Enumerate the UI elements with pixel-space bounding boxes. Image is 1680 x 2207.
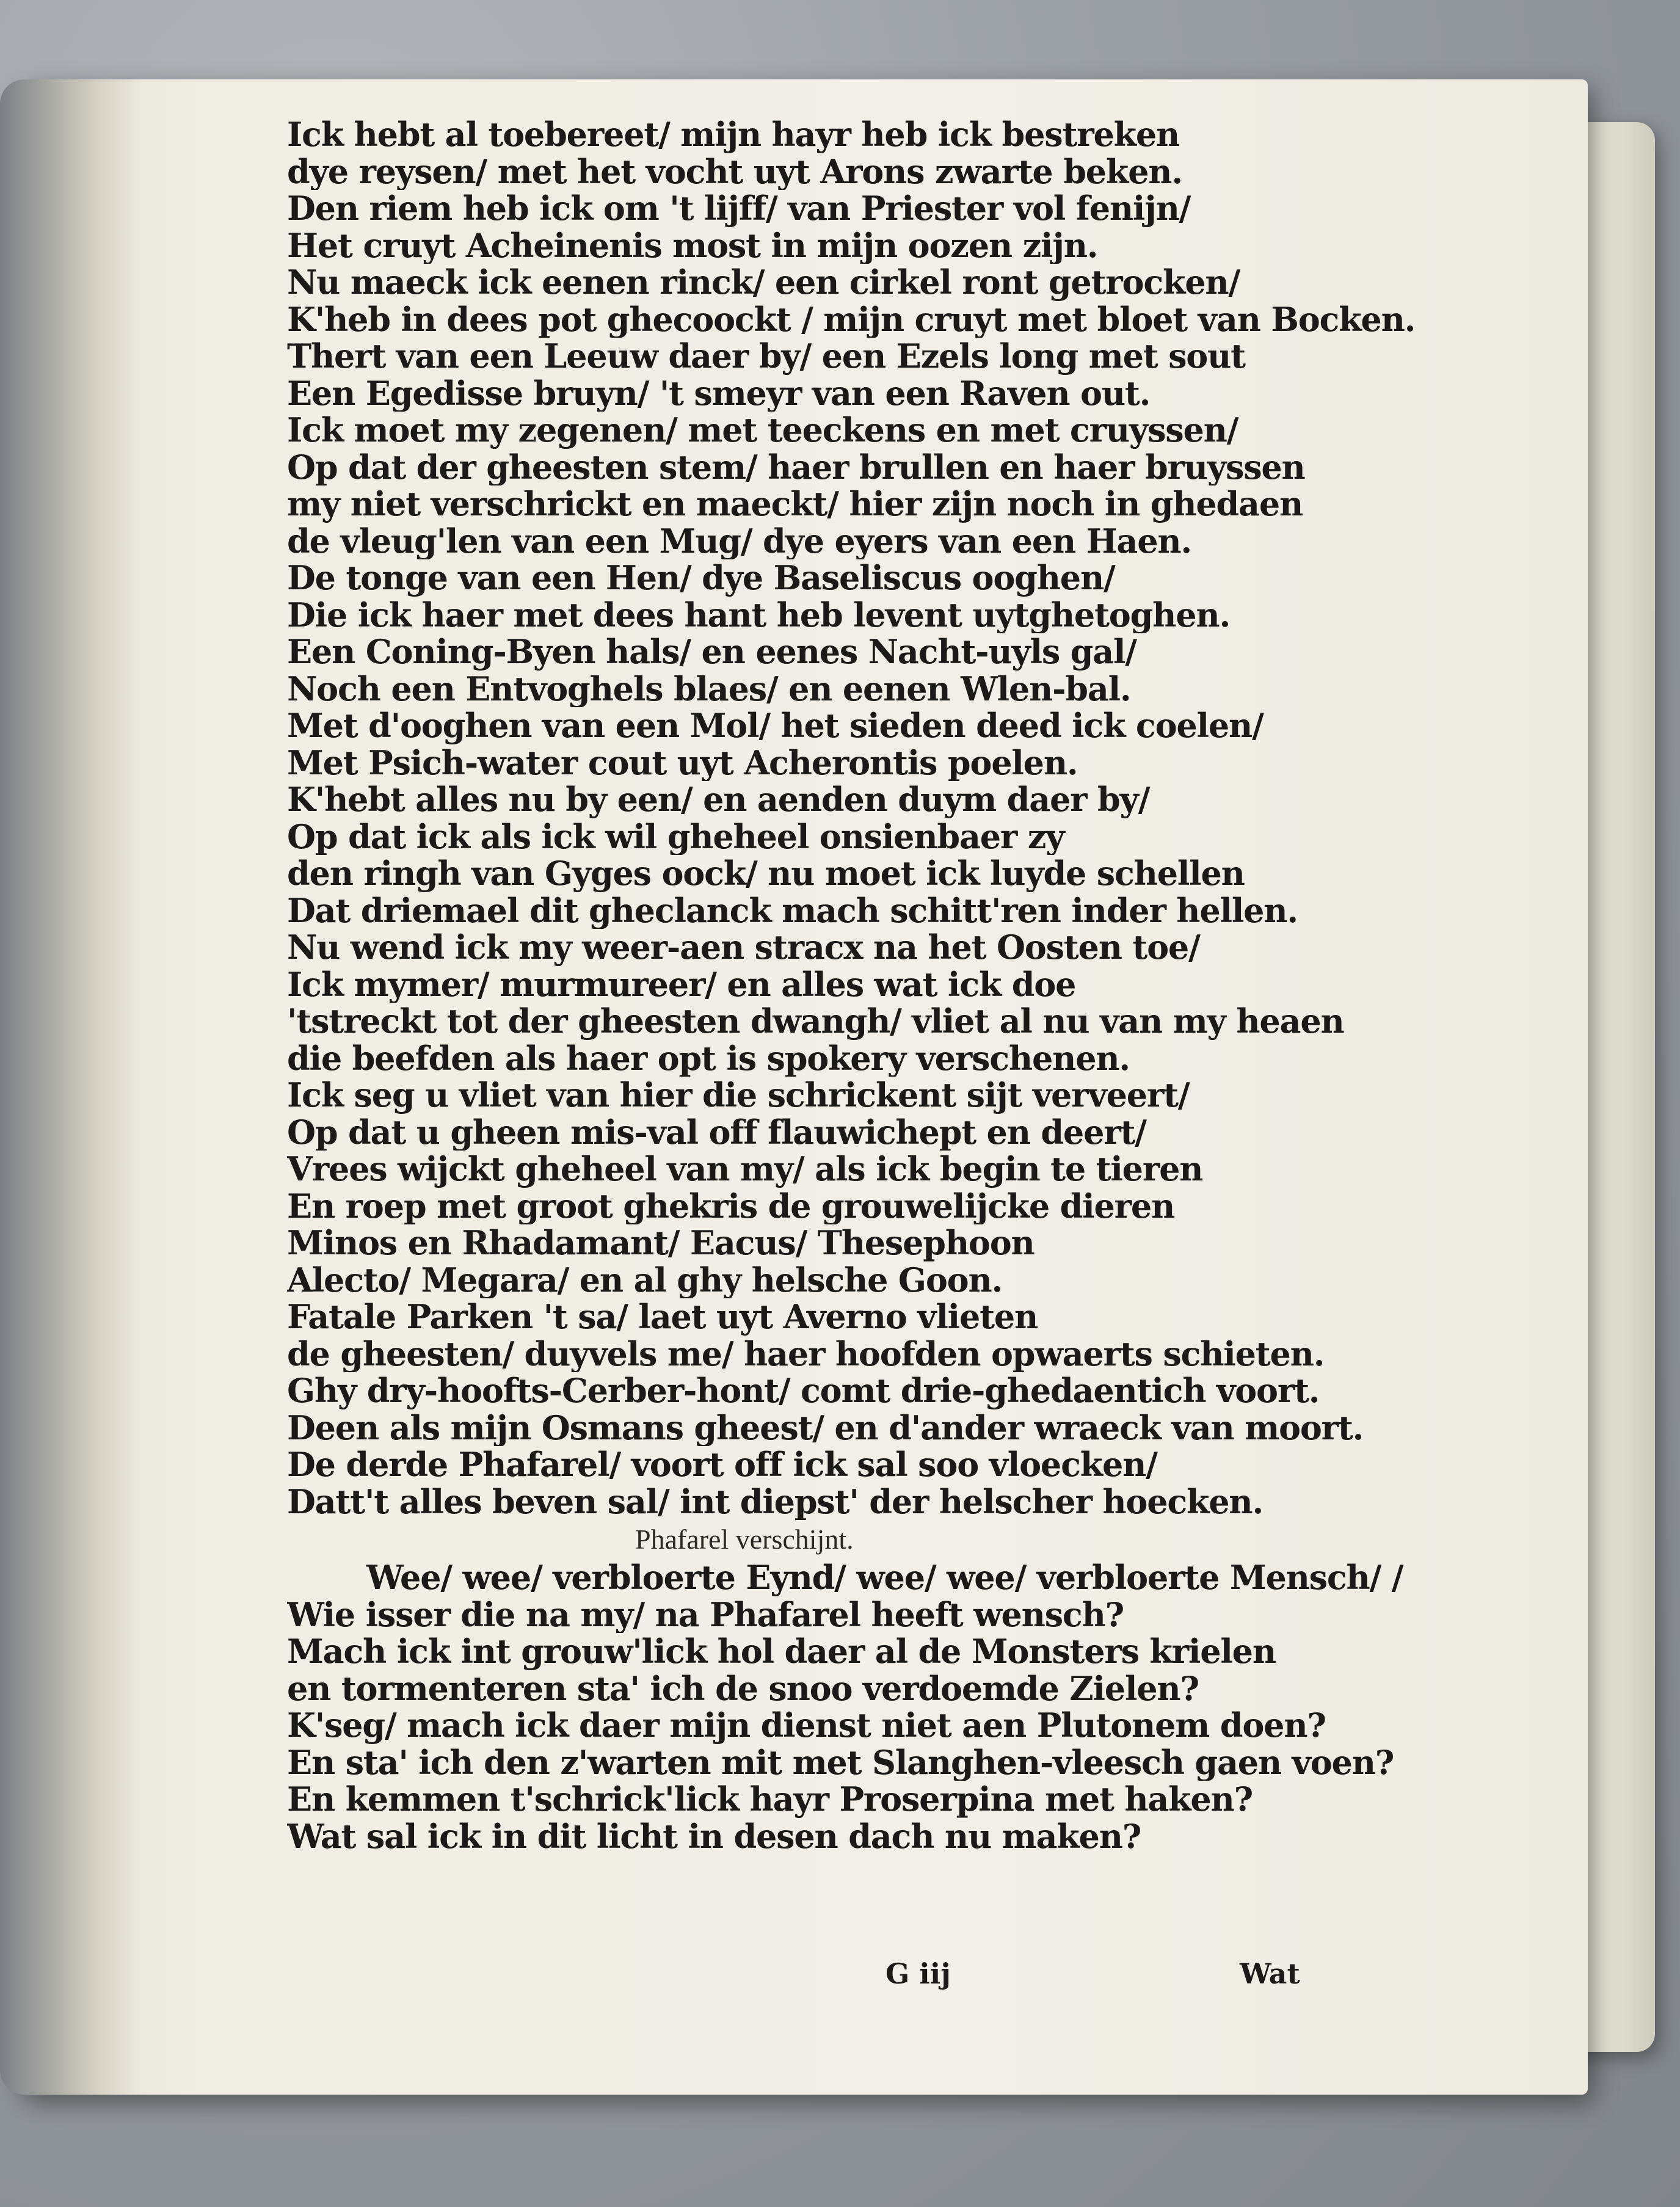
verse-line: Met d'ooghen van een Mol/ het sieden deed ick coelen/ bbox=[287, 707, 1264, 744]
page-footer bbox=[287, 1957, 1423, 2000]
verse-line: den ringh van Gyges oock/ nu moet ick luyde schellen bbox=[287, 855, 1245, 892]
verse-block bbox=[287, 116, 1423, 1520]
speech-line: K'seg/ mach ick daer mijn dienst niet aen Plutonem doen? bbox=[287, 1707, 1326, 1744]
speech-block bbox=[287, 1559, 1423, 1855]
verse-line: Minos en Rhadamant/ Eacus/ Thesephoon bbox=[287, 1224, 1035, 1262]
verse-line: Den riem heb ick om 't lijff/ van Priester vol fenijn/ bbox=[287, 190, 1191, 227]
verse-line: Een Egedisse bruyn/ 't smeyr van een Raven out. bbox=[287, 374, 1151, 412]
verse-line: Noch een Entvoghels blaes/ en eenen Wlen-bal. bbox=[287, 670, 1131, 707]
page-gutter bbox=[0, 79, 140, 2095]
verse-line: 'tstreckt tot der gheesten dwangh/ vliet al nu van my heaen bbox=[287, 1003, 1344, 1040]
verse-line: dye reysen/ met het vocht uyt Arons zwarte beken. bbox=[287, 153, 1182, 190]
speech-line: En kemmen t'schrick'lick hayr Proserpina met haken? bbox=[287, 1781, 1253, 1818]
verse-line: Nu maeck ick eenen rinck/ een cirkel ront getrocken/ bbox=[287, 264, 1240, 301]
verse-line: Ick moet my zegenen/ met teeckens en met cruyssen/ bbox=[287, 412, 1238, 449]
verse-line: De derde Phafarel/ voort off ick sal soo vloecken/ bbox=[287, 1446, 1157, 1483]
verse-line: Op dat der gheesten stem/ haer brullen en haer bruyssen bbox=[287, 448, 1305, 485]
verse-line: Thert van een Leeuw daer by/ een Ezels long met sout bbox=[287, 338, 1245, 375]
verse-line: Fatale Parken 't sa/ laet uyt Averno vlieten bbox=[287, 1298, 1038, 1336]
speech-line: Mach ick int grouw'lick hol daer al de Monsters krielen bbox=[287, 1633, 1276, 1670]
verse-line: Ick mymer/ murmureer/ en alles wat ick doe bbox=[287, 965, 1076, 1003]
verse-line: Deen als mijn Osmans gheest/ en d'ander wraeck van moort. bbox=[287, 1409, 1364, 1446]
verse-line: Ick seg u vliet van hier die schrickent sijt verveert/ bbox=[287, 1077, 1190, 1114]
signature-mark: G iij bbox=[885, 1957, 951, 1990]
verse-line: Alecto/ Megara/ en al ghy helsche Goon. bbox=[287, 1261, 1003, 1298]
verse-line: Datt't alles beven sal/ int diepst' der helscher hoecken. bbox=[287, 1483, 1264, 1520]
verse-line: Met Psich-water cout uyt Acherontis poelen. bbox=[287, 744, 1078, 781]
verse-line: Een Coning-Byen hals/ en eenes Nacht-uyls gal/ bbox=[287, 633, 1136, 671]
verse-line: Op dat ick als ick wil gheheel onsienbaer zy bbox=[287, 818, 1064, 855]
verse-line: Ick hebt al toebereet/ mijn hayr heb ick bestreken bbox=[287, 116, 1180, 153]
verse-line: die beefden als haer opt is spokery verschenen. bbox=[287, 1039, 1130, 1077]
verse-line: Die ick haer met dees hant heb levent uytghetoghen. bbox=[287, 596, 1231, 633]
speech-line: Wat sal ick in dit licht in desen dach nu maken? bbox=[287, 1817, 1141, 1855]
verse-line: De tonge van een Hen/ dye Baseliscus ooghen/ bbox=[287, 559, 1115, 597]
verse-line: En roep met groot ghekris de grouwelijcke dieren bbox=[287, 1187, 1175, 1224]
speech-line: Wie isser die na my/ na Phafarel heeft wensch? bbox=[287, 1596, 1124, 1633]
verse-line: my niet verschrickt en maeckt/ hier zijn noch in ghedaen bbox=[287, 485, 1303, 523]
speech-line: en tormenteren sta' ich de snoo verdoemde Zielen? bbox=[287, 1670, 1199, 1707]
verse-line: Dat driemael dit gheclanck mach schitt'ren inder hellen. bbox=[287, 892, 1298, 929]
verse-line: de vleug'len van een Mug/ dye eyers van een Haen. bbox=[287, 522, 1192, 559]
verse-line: Ghy dry-hoofts-Cerber-hont/ comt drie-ghedaentich voort. bbox=[287, 1372, 1320, 1409]
speech-line: Wee/ wee/ verbloerte Eynd/ wee/ wee/ verbloerte Mensch/ / bbox=[366, 1559, 1403, 1596]
verse-line: Het cruyt Acheinenis most in mijn oozen zijn. bbox=[287, 227, 1098, 264]
verse-line: Vrees wijckt gheheel van my/ als ick begin te tieren bbox=[287, 1151, 1203, 1188]
verse-line: Op dat u gheen mis-val off flauwichept en deert/ bbox=[287, 1113, 1146, 1151]
verse-line: K'heb in dees pot ghecoockt / mijn cruyt met bloet van Bocken. bbox=[287, 300, 1416, 338]
verse-line: Nu wend ick my weer-aen stracx na het Oosten toe/ bbox=[287, 929, 1200, 966]
section-heading: Phafarel verschijnt. bbox=[635, 1524, 854, 1555]
poem-text bbox=[287, 116, 1423, 1855]
verse-line: K'hebt alles nu by een/ en aenden duym daer by/ bbox=[287, 781, 1150, 818]
speech-line: En sta' ich den z'warten mit met Slanghen-vleesch gaen voen? bbox=[287, 1743, 1394, 1781]
catchword: Wat bbox=[1240, 1957, 1300, 1990]
verse-line: de gheesten/ duyvels me/ haer hoofden opwaerts schieten. bbox=[287, 1335, 1325, 1372]
